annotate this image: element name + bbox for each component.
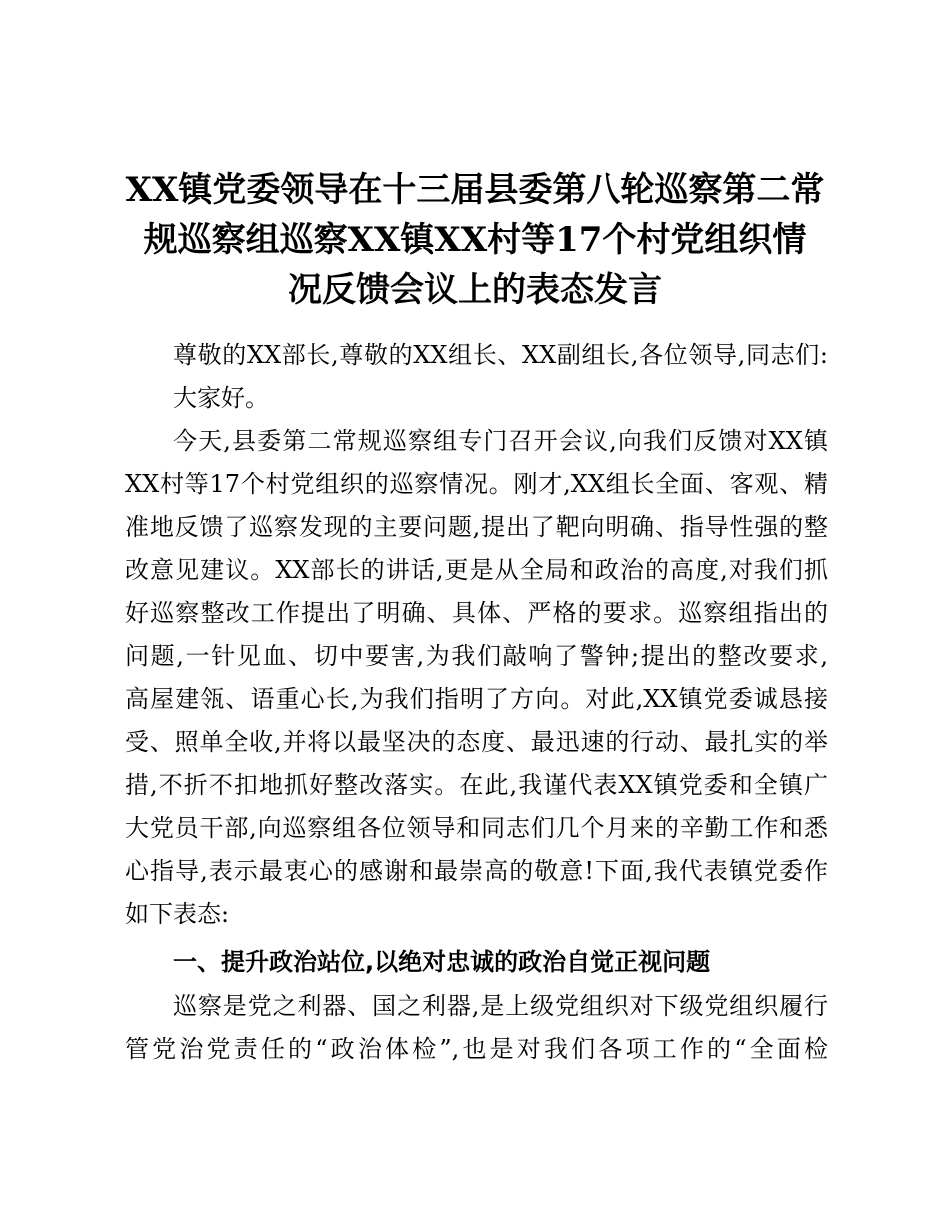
paragraph-line: 今天,县委第二常规巡察组专门召开会议,向我们反馈对XX镇	[173, 427, 828, 455]
paragraph-line: 如下表态:	[125, 900, 230, 928]
title-line: XX镇党委领导在十三届县委第八轮巡察第二常	[125, 170, 825, 210]
paragraph-line: 改意见建议。XX部长的讲话,更是从全局和政治的高度,对我们抓	[125, 556, 828, 584]
paragraph-line: 措,不折不扣地抓好整改落实。在此,我谨代表XX镇党委和全镇广	[125, 771, 828, 799]
paragraph-line: XX村等17个村党组织的巡察情况。刚才,XX组长全面、客观、精	[125, 470, 828, 498]
paragraph-line: 管党治党责任的“政治体检”,也是对我们各项工作的“全面检	[125, 1035, 828, 1063]
title-line: 况反馈会议上的表态发言	[288, 270, 662, 310]
title-line: 规巡察组巡察XX镇XX村等17个村党组织情	[143, 220, 807, 260]
paragraph-line: 准地反馈了巡察发现的主要问题,提出了靶向明确、指导性强的整	[125, 513, 828, 541]
section-heading: 一、提升政治站位,以绝对忠诚的政治自觉正视问题	[173, 948, 711, 976]
greeting: 大家好。	[173, 384, 269, 412]
paragraph-line: 巡察是党之利器、国之利器,是上级党组织对下级党组织履行	[173, 992, 828, 1020]
paragraph-line: 好巡察整改工作提出了明确、具体、严格的要求。巡察组指出的	[125, 599, 828, 627]
paragraph-line: 问题,一针见血、切中要害,为我们敲响了警钟;提出的整改要求,	[125, 642, 828, 670]
paragraph-line: 大党员干部,向巡察组各位领导和同志们几个月来的辛勤工作和悉	[125, 814, 828, 842]
salutation: 尊敬的XX部长,尊敬的XX组长、XX副组长,各位领导,同志们:	[173, 341, 828, 369]
paragraph-line: 心指导,表示最衷心的感谢和最崇高的敬意!下面,我代表镇党委作	[125, 857, 828, 885]
paragraph-line: 高屋建瓴、语重心长,为我们指明了方向。对此,XX镇党委诚恳接	[125, 685, 828, 713]
paragraph-line: 受、照单全收,并将以最坚决的态度、最迅速的行动、最扎实的举	[125, 728, 828, 756]
